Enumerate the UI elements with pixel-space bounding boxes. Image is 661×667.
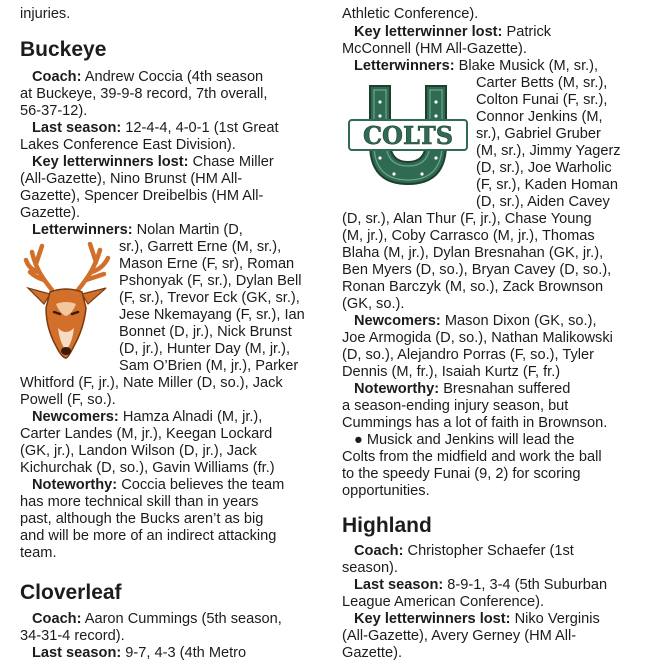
bullet-line: opportunities. [342,483,430,499]
key-lost-label: Key letterwinners lost: [354,611,511,627]
last-season-label: Last season: [354,577,444,593]
buckeye-noteworthy-line: has more technical skill than in years [20,494,259,510]
letterwinners-line: (GK, so.). [342,296,405,312]
letterwinners-line: Letterwinners: Blake Musick (M, sr.), [354,58,599,74]
newcomers-label: Newcomers: [32,409,119,425]
newcomers-label: Newcomers: [354,313,441,329]
buckeye-coach-line: at Buckeye, 39-9-8 record, 7th overall, [20,86,268,102]
coach-label: Coach: [354,543,404,559]
buckeye-letterwinners-line: Bonnet (D, jr.), Nick Brunst [119,324,292,340]
key-lost-label: Key letterwinners lost: [32,154,189,170]
letterwinners-line: (F, sr.), Kaden Homan [476,177,618,193]
buckeye-letterwinners-line: Sam O’Brien (M, jr.), Parker [119,358,299,374]
last-season-label: Last season: [32,645,122,661]
colts-horseshoe-logo [346,80,470,198]
buckeye-letterwinners-line: Mason Erne (F, sr), Roman [119,256,295,272]
last-season-label: Last season: [32,120,122,136]
letterwinners-line: Blaha (M, jr.), Dylan Bresnahan (GK, jr.), [342,245,604,261]
key-lost-line: McConnell (HM All-Gazette). [342,41,527,57]
highland-coach-line: season). [342,560,398,576]
buckeye-letterwinners-line: sr.), Garrett Erne (M, sr.), [119,239,282,255]
buckeye-noteworthy-line: and will be more of an indirect attacking [20,528,277,544]
letterwinners-line: Connor Jenkins (M, [476,109,603,125]
intro-tail: injuries. [20,6,71,22]
buckeye-coach-line: Coach: Andrew Coccia (4th season [32,69,264,85]
buckeye-letterwinners-line: Pshonyak (F, sr.), Dylan Bell [119,273,302,289]
letterwinners-line: sr.), Gabriel Gruber [476,126,601,142]
noteworthy-line: a season-ending injury season, but [342,398,569,414]
colts-logo-text: COLTS [362,121,454,150]
buckeye-letterwinners-line: Jese Nkemayang (F, sr.), Ian [119,307,305,323]
cloverleaf-heading: Cloverleaf [20,581,122,604]
letterwinners-line: (M, jr.), Coby Carrasco (M, jr.), Thomas [342,228,595,244]
buckeye-newcomers-line: (GK, jr.), Landon Wilson (D, jr.), Jack [20,443,257,459]
letterwinners-line: Colton Funai (F, sr.), [476,92,608,108]
buckeye-coach-line: 56-37-12). [20,103,88,119]
buckeye-key-lost-line: (All-Gazette), Nino Brunst (HM All- [20,171,243,187]
letterwinners-line: (M, sr.), Jimmy Yagerz [476,143,621,159]
buckeye-letterwinners-line: (D, jr.), Hunter Day (M, jr.), [119,341,291,357]
noteworthy-label: Noteworthy: [32,477,118,493]
buckeye-letterwinners-line: Whitford (F, jr.), Nate Miller (D, so.), Jack [20,375,283,391]
coach-label: Coach: [32,611,82,627]
letterwinners-label: Letterwinners: [32,222,133,238]
buckeye-noteworthy-line: past, although the Bucks aren’t as big [20,511,264,527]
key-lost-line: Key letterwinner lost: Patrick [354,24,552,40]
noteworthy-line: Cummings has a lot of faith in Brownson. [342,415,608,431]
buckeye-noteworthy-line: team. [20,545,57,561]
highland-key-lost-line: Gazette). [342,645,403,661]
newcomers-line: Dennis (M, fr.), Isaiah Kurtz (F, fr.) [342,364,561,380]
buckeye-letterwinners-line: (F, sr.), Trevor Eck (GK, sr.), [119,290,300,306]
buckeye-key-lost-line: Gazette). [20,205,81,221]
buckeye-letterwinners-line: Letterwinners: Nolan Martin (D, [32,222,243,238]
newcomers-line: Newcomers: Mason Dixon (GK, so.), [354,313,597,329]
highland-coach-line: Coach: Christopher Schaefer (1st [354,543,574,559]
letterwinners-line: Carter Betts (M, sr.), [476,75,608,91]
buckeye-newcomers-line: Newcomers: Hamza Alnadi (M, jr.), [32,409,263,425]
key-lost-label: Key letterwinner lost: [354,24,503,40]
noteworthy-label: Noteworthy: [354,381,440,397]
cloverleaf-coach-line: 34-31-4 record). [20,628,125,644]
highland-last-season-line: League American Conference). [342,594,545,610]
newcomers-line: Joe Armogida (D, so.), Nathan Malikowski [342,330,613,346]
letterwinners-label: Letterwinners: [354,58,455,74]
noteworthy-line: Noteworthy: Bresnahan suffered [354,381,571,397]
coach-label: Coach: [32,69,82,85]
letterwinners-line: Ben Myers (D, so.), Bryan Cavey (D, so.), [342,262,612,278]
buckeye-heading: Buckeye [20,38,107,61]
buckeye-newcomers-line: Carter Landes (M, jr.), Keegan Lockard [20,426,273,442]
buckeye-deer-logo [22,242,112,360]
letterwinners-line: Ronan Barczyk (M, so.), Zack Brownson [342,279,604,295]
buckeye-letterwinners-line: Powell (F, so.). [20,392,116,408]
letterwinners-line: (D, sr.), Alan Thur (F, jr.), Chase Young [342,211,592,227]
cloverleaf-coach-line: Coach: Aaron Cummings (5th season, [32,611,282,627]
highland-key-lost-line: (All-Gazette), Avery Gerney (HM All- [342,628,577,644]
bullet-line: to the speedy Funai (9, 2) for scoring [342,466,581,482]
highland-key-lost-line: Key letterwinners lost: Niko Verginis [354,611,600,627]
buckeye-noteworthy-line: Noteworthy: Coccia believes the team [32,477,285,493]
bullet-line: ● Musick and Jenkins will lead the [354,432,575,448]
buckeye-key-lost-line: Gazette), Spencer Dreibelbis (HM All- [20,188,264,204]
highland-heading: Highland [342,514,432,537]
letterwinners-line: (D, sr.), Aiden Cavey [476,194,610,210]
bullet-line: Colts from the midfield and work the ball [342,449,602,465]
newcomers-line: (D, so.), Alejandro Porras (F, so.), Tyler [342,347,594,363]
buckeye-newcomers-line: Kichurchak (D, so.), Gavin Williams (fr.) [20,460,275,476]
letterwinners-line: (D, sr.), Joe Warholic [476,160,612,176]
intro-tail: Athletic Conference). [342,6,479,22]
highland-last-season-line: Last season: 8-9-1, 3-4 (5th Suburban [354,577,608,593]
buckeye-last-season-line: Lakes Conference East Division). [20,137,236,153]
buckeye-last-season-line: Last season: 12-4-4, 4-0-1 (1st Great [32,120,279,136]
buckeye-key-lost-line: Key letterwinners lost: Chase Miller [32,154,274,170]
cloverleaf-last-season-line: Last season: 9-7, 4-3 (4th Metro [32,645,247,661]
